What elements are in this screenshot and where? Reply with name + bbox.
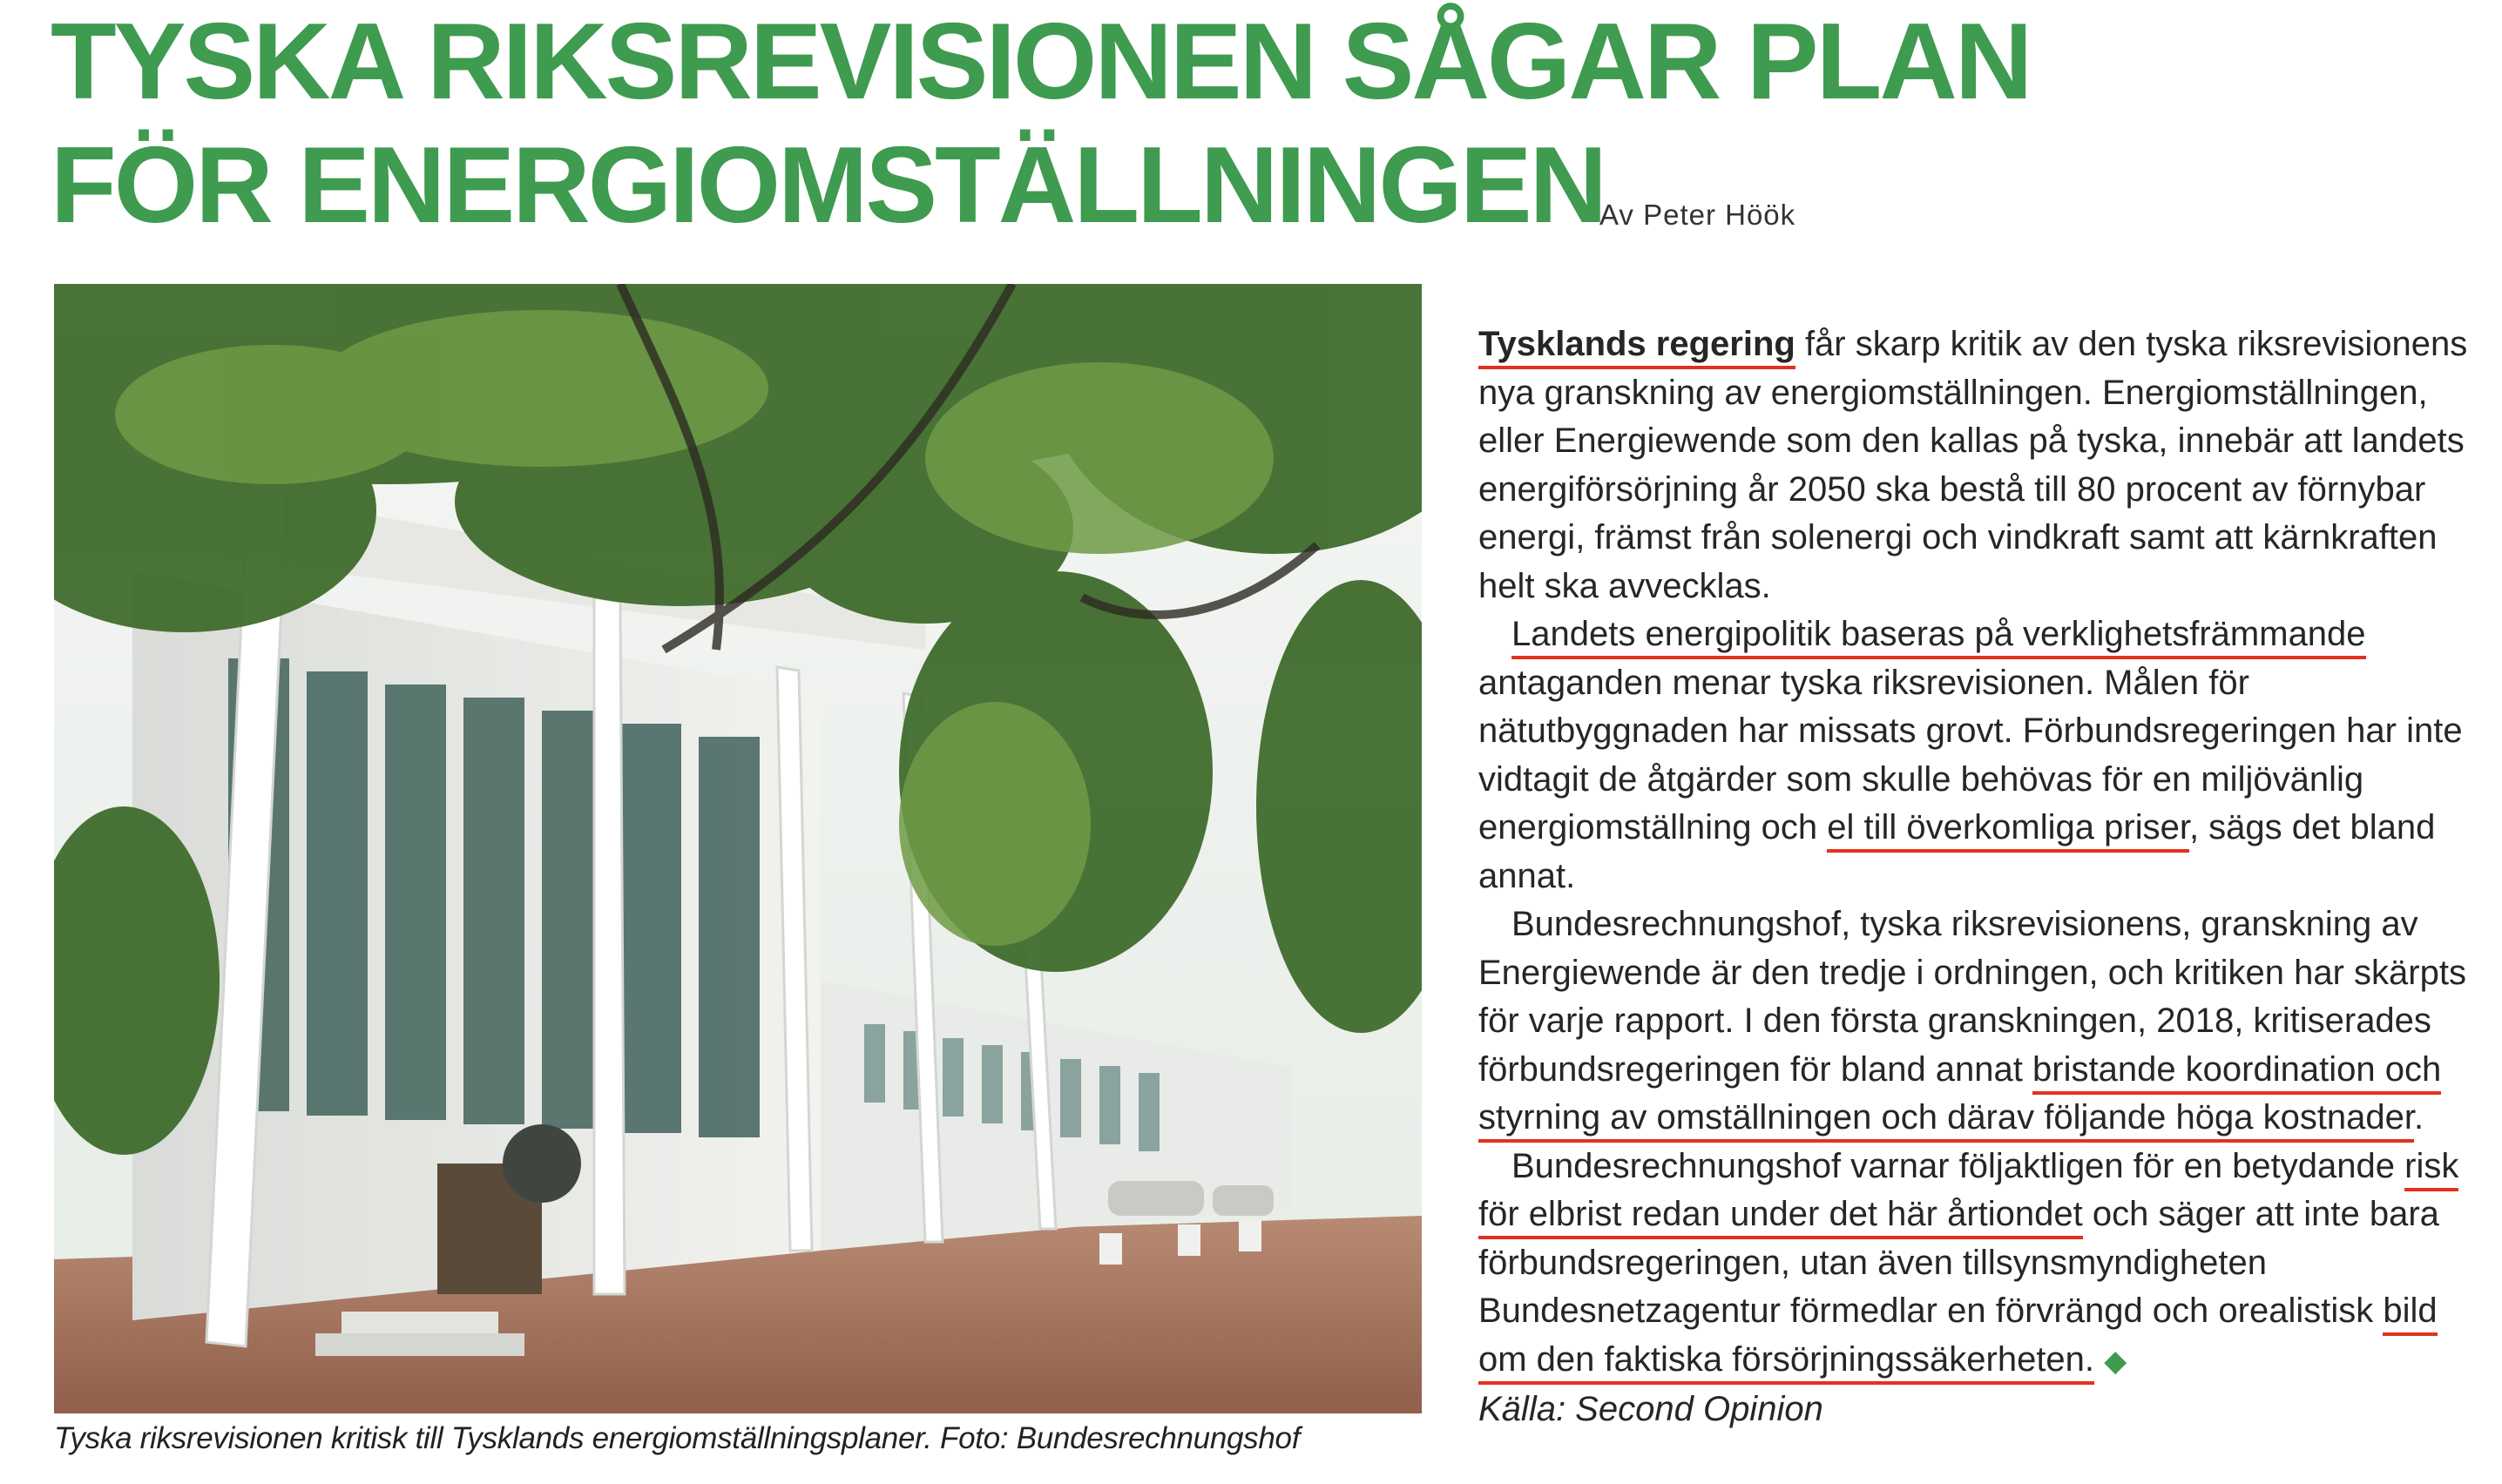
byline: Av Peter Höök — [1599, 199, 1796, 231]
paragraph-4-text: Bundesrechnungshof varnar följaktligen för en betydande — [1511, 1146, 2405, 1185]
headline-line-1: TYSKA RIKSREVISIONEN SÅGAR PLAN — [51, 2, 2031, 122]
paragraph-4-text-mid: och säger att inte bara förbundsregeringen, utan även tillsynsmyndigheten Bundesnetzagentur förmedlar en förvrängd och orealistisk — [1478, 1195, 2439, 1330]
underlined-phrase: bild om den faktiska försörjningssäkerheten. — [1478, 1292, 2438, 1385]
paragraph-2-text: antaganden menar tyska riksrevisionen. Målen för nätutbyggnaden har missats grovt. Förbundsregeringen har inte vidtagit de åtgärder som skulle behövas för en miljövänlig energiomställning och — [1478, 663, 2463, 847]
underlined-phrase: el till överkomliga priser — [1827, 808, 2189, 853]
source-line: Källa: Second Opinion — [1478, 1390, 1823, 1428]
paragraph-3 — [1478, 901, 2480, 1143]
headline — [51, 0, 2228, 247]
paragraph-3-text: Bundesrechnungshof, tyska riksrevisionens, granskning av Energiewende är den tredje i ordningen, och kritiken har skärpts för varje rapport. I den första granskningen, 2018, kritiserades förbundsregeringen för bland annat — [1478, 905, 2466, 1089]
article-photo — [54, 284, 1422, 1413]
underlined-phrase: Landets energipolitik baseras på verklighetsfrämmande — [1511, 615, 2366, 659]
paragraph-4 — [1478, 1143, 2480, 1386]
headline-line-2: FÖR ENERGIOMSTÄLLNINGEN — [51, 125, 1606, 246]
lead-text: Tysklands regering — [1478, 325, 1795, 369]
paragraph-2-text-end: , sägs det bland annat. — [1478, 808, 2436, 895]
paragraph-3-text-end: . — [2414, 1098, 2424, 1137]
paragraph-2 — [1478, 610, 2480, 901]
paragraph-1-text: får skarp kritik av den tyska riksrevisionens nya granskning av energiomställningen. Energiomställningen, eller Energiewende som den kallas på tyska, innebär att landets energiförsörjning år 2050 ska bestå till 80 procent av förnybar energi, främst från solenergi och vindkraft samt att kärnkraften helt ska avvecklas. — [1478, 325, 2468, 605]
underlined-phrase: bristande koordination och styrning av omställningen och därav följande höga kostnader — [1478, 1050, 2441, 1143]
photo-caption: Tyska riksrevisionen kritisk till Tysklands energiomställningsplaner. Foto: Bundesrechnungshof — [54, 1421, 1301, 1455]
building-photo-icon — [54, 284, 1422, 1413]
end-mark-icon: ◆ — [2104, 1344, 2127, 1378]
article-body — [1478, 320, 2480, 1434]
underlined-phrase: risk för elbrist redan under det här årtiondet — [1478, 1147, 2458, 1240]
paragraph-1 — [1478, 320, 2480, 610]
